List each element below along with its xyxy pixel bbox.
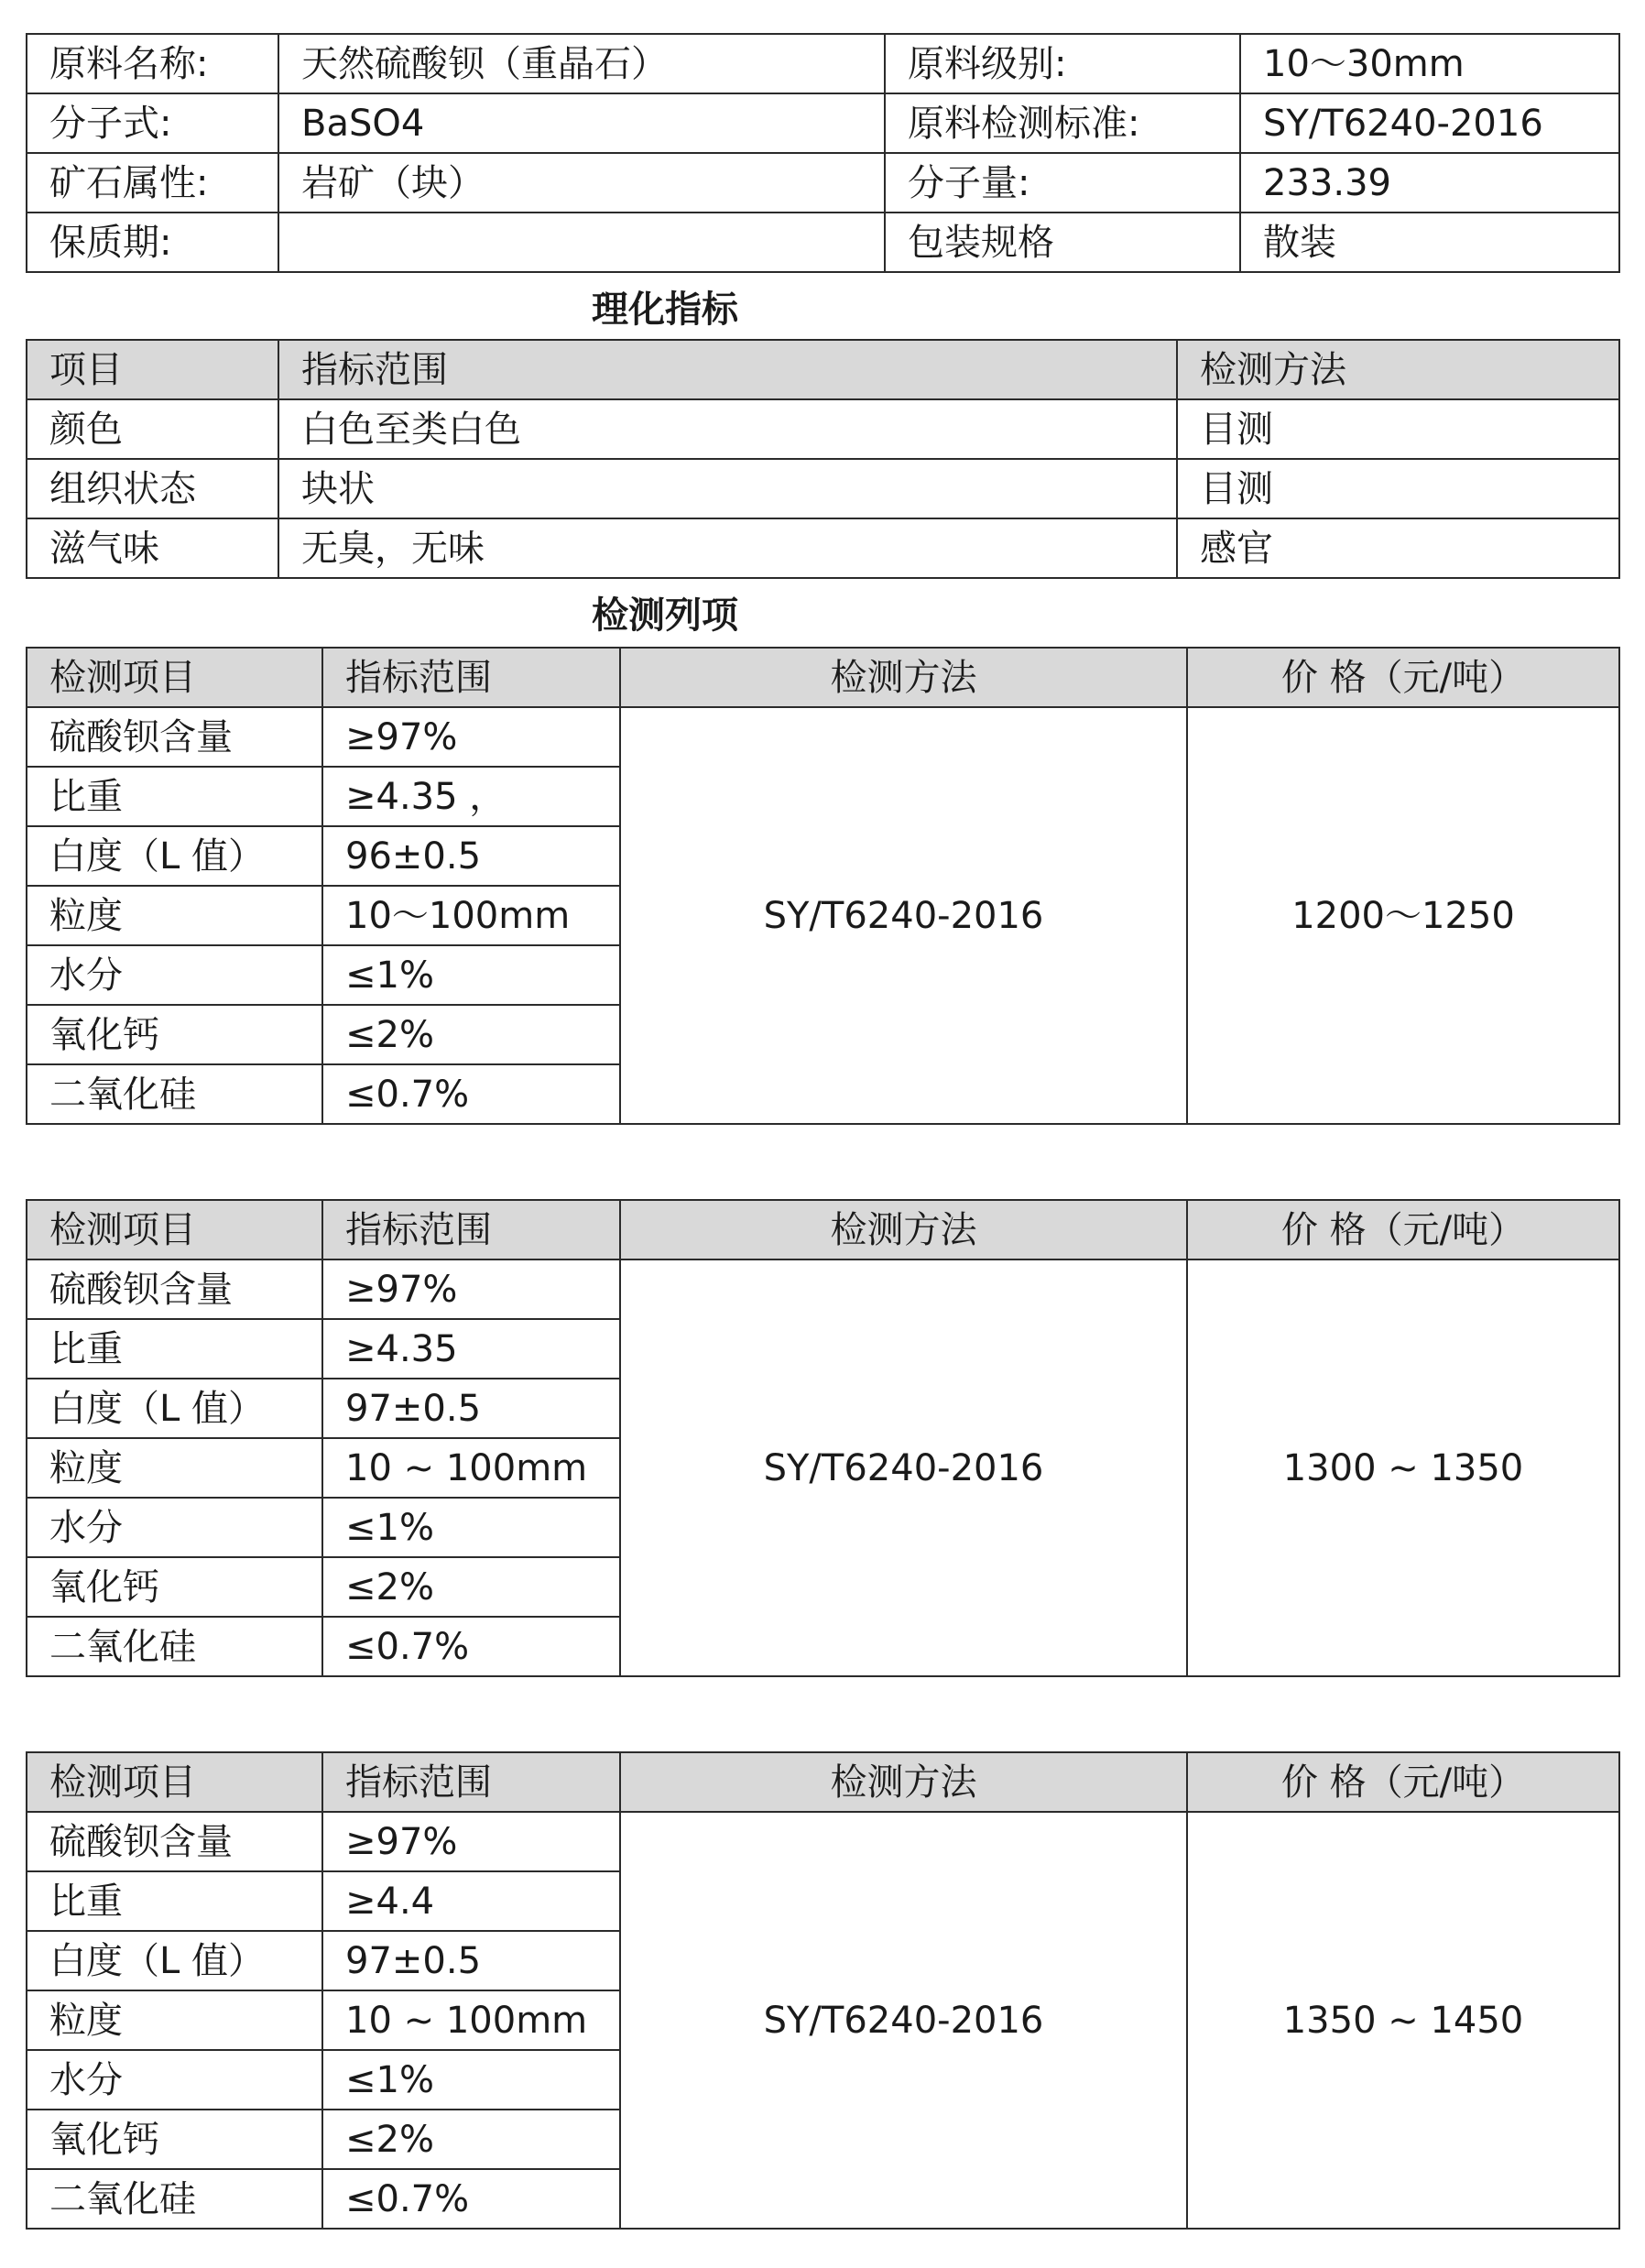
info-label: 矿石属性: [27,153,278,213]
info-label: 原料检测标准: [885,93,1240,153]
tests-title: 检测列项 [592,594,738,637]
test-method-cell: SY/T6240-2016 [620,1812,1187,2229]
price-cell: 1300 ~ 1350 [1187,1259,1619,1676]
test-range-cell: ≥4.35 ， [322,767,620,826]
test-range-cell: 10～100mm [322,886,620,945]
test-item-cell: 粒度 [27,886,322,945]
test-range-cell: ≤1% [322,945,620,1005]
method-cell: 目测 [1177,399,1619,459]
header-cell: 检测方法 [620,1752,1187,1812]
grade-table-1 [26,647,1620,1125]
info-value [278,213,885,272]
price-cell: 1350 ~ 1450 [1187,1812,1619,2229]
test-method-cell: SY/T6240-2016 [620,1259,1187,1676]
test-item-cell: 水分 [27,2050,322,2110]
test-range-cell: ≥4.35 [322,1319,620,1379]
test-item-cell: 硫酸钡含量 [27,707,322,767]
test-range-cell: ≥97% [322,1812,620,1871]
info-value: SY/T6240-2016 [1240,93,1619,153]
header-cell: 检测项目 [27,1200,322,1259]
test-range-cell: ≥97% [322,1259,620,1319]
test-item-cell: 硫酸钡含量 [27,1259,322,1319]
test-range-cell: ≤0.7% [322,2169,620,2229]
test-item-cell: 粒度 [27,1990,322,2050]
table-row [27,707,1619,767]
physchem-table [26,339,1620,579]
test-range-cell: ≤0.7% [322,1064,620,1124]
header-cell: 价 格（元/吨） [1187,648,1619,707]
header-cell: 检测方法 [620,648,1187,707]
info-row-name [27,34,1619,93]
item-cell: 组织状态 [27,459,278,518]
info-value: 10～30mm [1240,34,1619,93]
table-row [27,459,1619,518]
test-range-cell: ≤1% [322,2050,620,2110]
test-range-cell: ≤1% [322,1498,620,1557]
test-item-cell: 氧化钙 [27,2110,322,2169]
test-item-cell: 比重 [27,767,322,826]
test-range-cell: ≤0.7% [322,1617,620,1676]
header-cell: 价 格（元/吨） [1187,1200,1619,1259]
grade-header-row [27,1752,1619,1812]
test-range-cell: 10 ~ 100mm [322,1438,620,1498]
test-range-cell: ≤2% [322,1005,620,1064]
info-value: 岩矿（块） [278,153,885,213]
test-item-cell: 二氧化硅 [27,1064,322,1124]
test-range-cell: ≥97% [322,707,620,767]
test-item-cell: 二氧化硅 [27,2169,322,2229]
item-cell: 颜色 [27,399,278,459]
method-cell: 目测 [1177,459,1619,518]
price-cell: 1200～1250 [1187,707,1619,1124]
grade-table-3 [26,1751,1620,2230]
range-cell: 白色至类白色 [278,399,1177,459]
test-item-cell: 白度（L 值） [27,1379,322,1438]
test-item-cell: 比重 [27,1319,322,1379]
table-row [27,1812,1619,1871]
item-cell: 滋气味 [27,518,278,578]
info-value: 天然硫酸钡（重晶石） [278,34,885,93]
info-value: 233.39 [1240,153,1619,213]
test-item-cell: 水分 [27,945,322,1005]
header-cell: 指标范围 [322,1200,620,1259]
test-range-cell: 96±0.5 [322,826,620,886]
table-row [27,1259,1619,1319]
info-label: 原料名称: [27,34,278,93]
info-label: 原料级别: [885,34,1240,93]
test-range-cell: ≥4.4 [322,1871,620,1931]
header-cell: 检测方法 [1177,340,1619,399]
info-label: 保质期: [27,213,278,272]
info-label: 分子量: [885,153,1240,213]
header-cell: 检测项目 [27,1752,322,1812]
test-item-cell: 氧化钙 [27,1557,322,1617]
grade-header-row [27,1200,1619,1259]
header-cell: 项目 [27,340,278,399]
header-cell: 检测项目 [27,648,322,707]
method-cell: 感官 [1177,518,1619,578]
info-value: BaSO4 [278,93,885,153]
material-info-table [26,33,1620,273]
test-range-cell: 97±0.5 [322,1931,620,1990]
test-item-cell: 二氧化硅 [27,1617,322,1676]
physchem-title: 理化指标 [592,289,738,331]
test-item-cell: 水分 [27,1498,322,1557]
table-row [27,399,1619,459]
test-item-cell: 粒度 [27,1438,322,1498]
range-cell: 块状 [278,459,1177,518]
info-row-shelf-life [27,213,1619,272]
physchem-header-row [27,340,1619,399]
grade-table-2 [26,1199,1620,1677]
info-row-property [27,153,1619,213]
test-item-cell: 氧化钙 [27,1005,322,1064]
header-cell: 检测方法 [620,1200,1187,1259]
test-item-cell: 白度（L 值） [27,1931,322,1990]
header-cell: 指标范围 [322,1752,620,1812]
test-item-cell: 白度（L 值） [27,826,322,886]
info-row-formula [27,93,1619,153]
table-row [27,518,1619,578]
test-range-cell: 10 ~ 100mm [322,1990,620,2050]
header-cell: 指标范围 [322,648,620,707]
test-item-cell: 比重 [27,1871,322,1931]
grade-header-row [27,648,1619,707]
test-method-cell: SY/T6240-2016 [620,707,1187,1124]
header-cell: 指标范围 [278,340,1177,399]
header-cell: 价 格（元/吨） [1187,1752,1619,1812]
range-cell: 无臭，无味 [278,518,1177,578]
info-label: 分子式: [27,93,278,153]
info-value: 散装 [1240,213,1619,272]
test-range-cell: ≤2% [322,2110,620,2169]
info-label: 包装规格 [885,213,1240,272]
test-range-cell: ≤2% [322,1557,620,1617]
test-item-cell: 硫酸钡含量 [27,1812,322,1871]
test-range-cell: 97±0.5 [322,1379,620,1438]
